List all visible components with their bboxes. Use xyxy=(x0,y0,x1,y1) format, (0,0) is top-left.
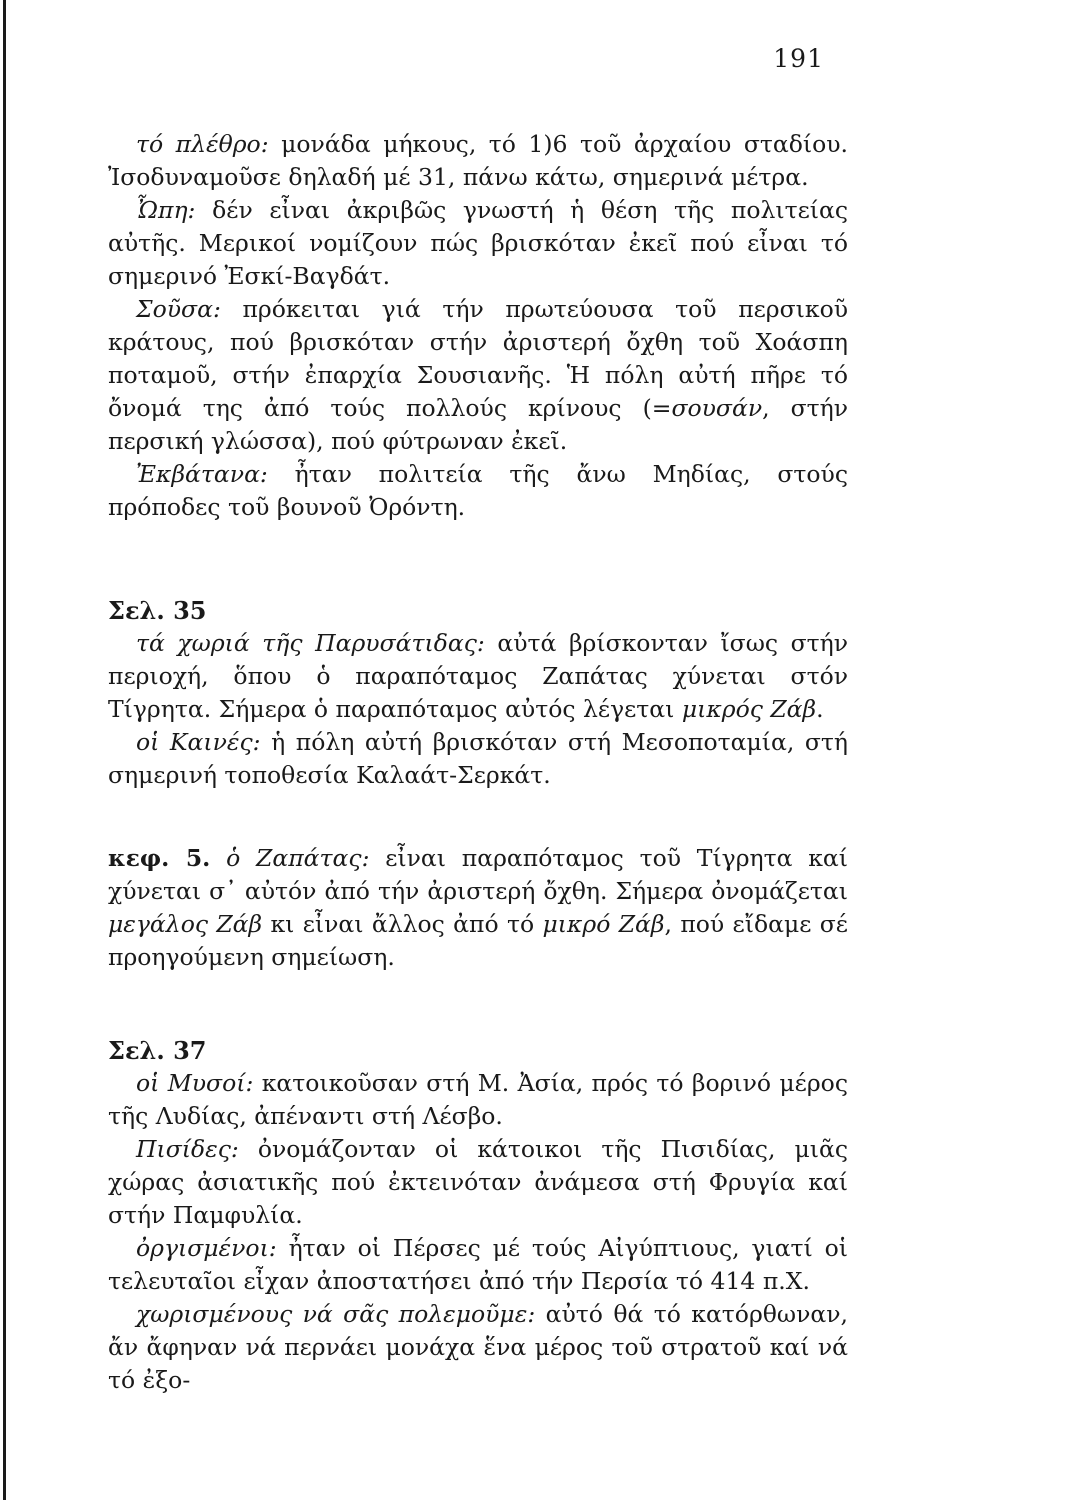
note-zapatas xyxy=(108,842,848,974)
chapter-label: κεφ. 5. xyxy=(108,844,211,872)
note-text: πρόκειται γιά τήν πρωτεύουσα τοῦ περσικοῦ κράτους, πού βρισκόταν στήν ἀριστερή ὄχθη τοῦ Χοάσπη ποταμοῦ, στήν ἐπαρχία Σουσιανῆς. Ἡ πόλη αὐτή πῆρε τό ὄνομά της ἀπό τούς πολλούς κρίνους (= xyxy=(108,295,848,422)
note-italic: μεγάλος Ζάβ xyxy=(108,910,263,938)
section-number: 37 xyxy=(164,1036,207,1065)
scan-edge-line xyxy=(3,0,6,1500)
note-term: τό πλέθρο: xyxy=(136,130,269,158)
section-number: 35 xyxy=(164,596,207,625)
note-term: Ἐκβάτανα: xyxy=(136,460,268,488)
section-label: Σελ. xyxy=(108,596,165,625)
page-number: 191 xyxy=(773,44,824,73)
note-term: Σοῦσα: xyxy=(136,295,221,323)
note-text: κατοικοῦσαν στή Μ. Ἀσία, πρός τό βορινό μέρος τῆς Λυδίας, ἀπέναντι στή Λέσβο. xyxy=(108,1069,848,1130)
note-text: μονάδα μήκους, τό 1)6 τοῦ ἀρχαίου σταδίου. Ἰσοδυναμοῦσε δηλαδή μέ 31, πάνω κάτω, σημερινά μέτρα. xyxy=(108,130,848,191)
note-text: ἡ πόλη αὐτή βρισκόταν στή Μεσοποταμία, στή σημερινή τοποθεσία Καλαάτ-Σερκάτ. xyxy=(108,728,848,789)
section-heading-37 xyxy=(108,1034,848,1067)
note-text: δέν εἶναι ἀκριβῶς γνωστή ἡ θέση τῆς πολιτείας αὐτῆς. Μερικοί νομίζουν πώς βρισκόταν ἐκεῖ πού εἶναι τό σημερινό Ἐσκί-Βαγδάτ. xyxy=(108,196,848,290)
note-term: οἱ Καινές: xyxy=(136,728,261,756)
note-pisides xyxy=(108,1133,848,1232)
note-text: ἦταν οἱ Πέρσες μέ τούς Αἰγύπτιους, γιατί οἱ τελευταῖοι εἶχαν ἀποστατήσει ἀπό τήν Περσία τό 414 π.Χ. xyxy=(108,1234,848,1295)
note-term: Ὦπη: xyxy=(136,196,196,224)
note-italic: σουσάν xyxy=(671,394,763,422)
note-mysoi xyxy=(108,1067,848,1133)
note-text: . xyxy=(816,695,824,723)
note-term: οἱ Μυσοί: xyxy=(136,1069,254,1097)
note-text: εἶναι παραπόταμος τοῦ Τίγρητα καί χύνεται σ᾽ αὐτόν ἀπό τήν ἀριστερή ὄχθη. Σήμερα ὀνομάζεται xyxy=(108,844,849,905)
section-heading-35 xyxy=(108,594,848,627)
note-orgismenoi xyxy=(108,1232,848,1298)
note-text: ὀνομάζονταν οἱ κάτοικοι τῆς Πισιδίας, μιᾶς χώρας ἀσιατικῆς πού ἐκτεινόταν ἀνάμεσα στή Φρυγία καί στήν Παμφυλία. xyxy=(108,1135,848,1229)
notes-block-chapter-5 xyxy=(108,842,848,974)
note-text: αὐτά βρίσκονταν ἴσως στήν περιοχή, ὅπου ὁ παραπόταμος Ζαπάτας χύνεται στόν Τίγρητα. Σήμερα ὁ παραπόταμος αὐτός λέγεται xyxy=(108,629,848,723)
note-plethron xyxy=(108,128,848,194)
notes-block-page-35 xyxy=(108,594,848,792)
note-text: ἦταν πολιτεία τῆς ἄνω Μηδίας, στούς πρόποδες τοῦ βουνοῦ Ὀρόντη. xyxy=(108,460,848,521)
note-chorismenous xyxy=(108,1298,848,1397)
note-term: τά χωριά τῆς Παρυσάτιδας: xyxy=(136,629,485,657)
note-term: Πισίδες: xyxy=(136,1135,239,1163)
note-sousa xyxy=(108,293,848,458)
note-text: αὐτό θά τό κατόρθωναν, ἄν ἄφηναν νά περνάει μονάχα ἕνα μέρος τοῦ στρατοῦ καί νά τό ἐξο- xyxy=(108,1300,848,1394)
note-term: ὁ Ζαπάτας: xyxy=(210,844,370,872)
note-text: , στήν περσική γλώσσα), πού φύτρωναν ἐκεῖ. xyxy=(108,394,848,455)
note-kaines xyxy=(108,726,848,792)
notes-block-page-37 xyxy=(108,1034,848,1397)
note-term: ὀργισμένοι: xyxy=(136,1234,277,1262)
note-opi xyxy=(108,194,848,293)
note-text: κι εἶναι ἄλλος ἀπό τό xyxy=(262,910,543,938)
notes-block-1 xyxy=(108,128,848,524)
note-ekbatana xyxy=(108,458,848,524)
note-text: , πού εἴδαμε σέ προηγούμενη σημείωση. xyxy=(108,910,848,971)
note-term: χωρισμένους νά σᾶς πολεμοῦμε: xyxy=(136,1300,536,1328)
section-label: Σελ. xyxy=(108,1036,165,1065)
note-italic: μικρό Ζάβ xyxy=(542,910,665,938)
note-italic: μικρός Ζάβ xyxy=(681,695,817,723)
note-parysatis-villages xyxy=(108,627,848,726)
